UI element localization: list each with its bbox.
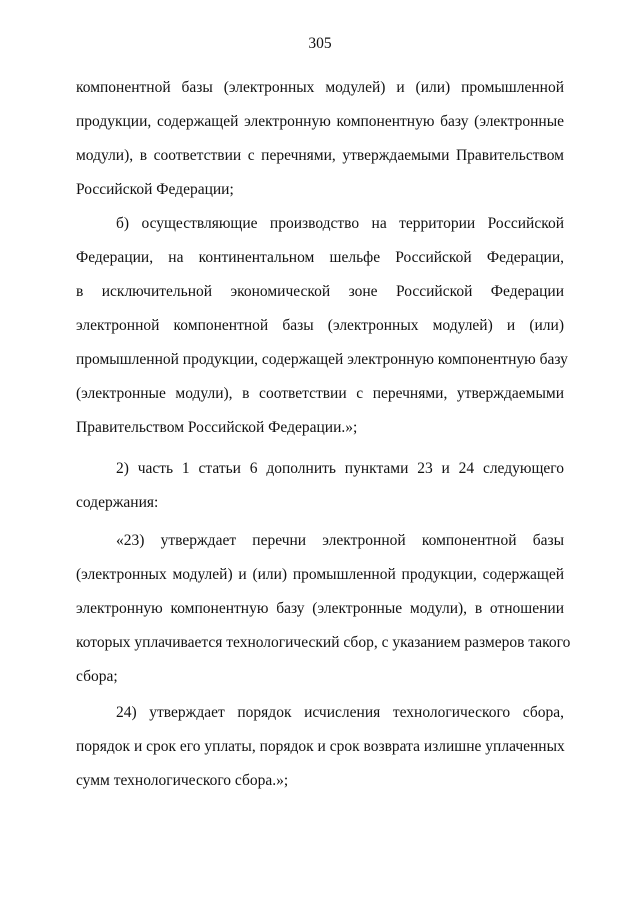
text-line: электронную компонентную базу (электронные модули), в отношении: [76, 600, 564, 617]
text-line: «23) утверждает перечни электронной компонентной базы: [116, 532, 564, 549]
body-text: [76, 207, 568, 445]
body-text: [76, 71, 564, 207]
text-line: 24) утверждает порядок исчисления технологического сбора,: [116, 704, 564, 721]
body-text: [76, 452, 564, 520]
text-line: электронной компонентной базы (электронных модулей) и (или): [76, 317, 564, 334]
text-line: продукции, содержащей электронную компонентную базу (электронные: [76, 113, 564, 130]
body-text: [76, 696, 564, 798]
paragraph-1: [76, 71, 564, 207]
text-line: (электронные модули), в соответствии с перечнями, утверждаемыми: [76, 385, 564, 402]
text-line: 2) часть 1 статьи 6 дополнить пунктами 23 и 24 следующего: [116, 460, 564, 477]
text-line: Федерации, на континентальном шельфе Российской Федерации,: [76, 249, 564, 266]
text-line: порядок и срок его уплаты, порядок и срок возврата излишне уплаченных: [76, 738, 565, 755]
paragraph-4: [76, 524, 571, 694]
body-text: [76, 524, 571, 694]
page-number: 305: [308, 35, 332, 52]
text-line: модули), в соответствии с перечнями, утверждаемыми Правительством: [76, 147, 564, 164]
text-line: компонентной базы (электронных модулей) и (или) промышленной: [76, 79, 564, 96]
text-line: б) осуществляющие производство на территории Российской: [116, 215, 564, 232]
text-line: которых уплачивается технологический сбор, с указанием размеров такого: [76, 634, 571, 651]
paragraph-2: [76, 207, 568, 445]
text-line: (электронных модулей) и (или) промышленной продукции, содержащей: [76, 566, 564, 583]
paragraph-3: [76, 452, 564, 520]
text-line: Российской Федерации;: [76, 181, 234, 198]
text-line: в исключительной экономической зоне Российской Федерации: [76, 283, 564, 300]
paragraph-5: [76, 696, 564, 798]
text-line: Правительством Российской Федерации.»;: [76, 419, 358, 436]
text-line: сумм технологического сбора.»;: [76, 772, 289, 789]
text-line: содержания:: [76, 494, 159, 511]
text-line: сбора;: [76, 668, 118, 685]
text-line: промышленной продукции, содержащей электронную компонентную базу: [76, 351, 568, 368]
